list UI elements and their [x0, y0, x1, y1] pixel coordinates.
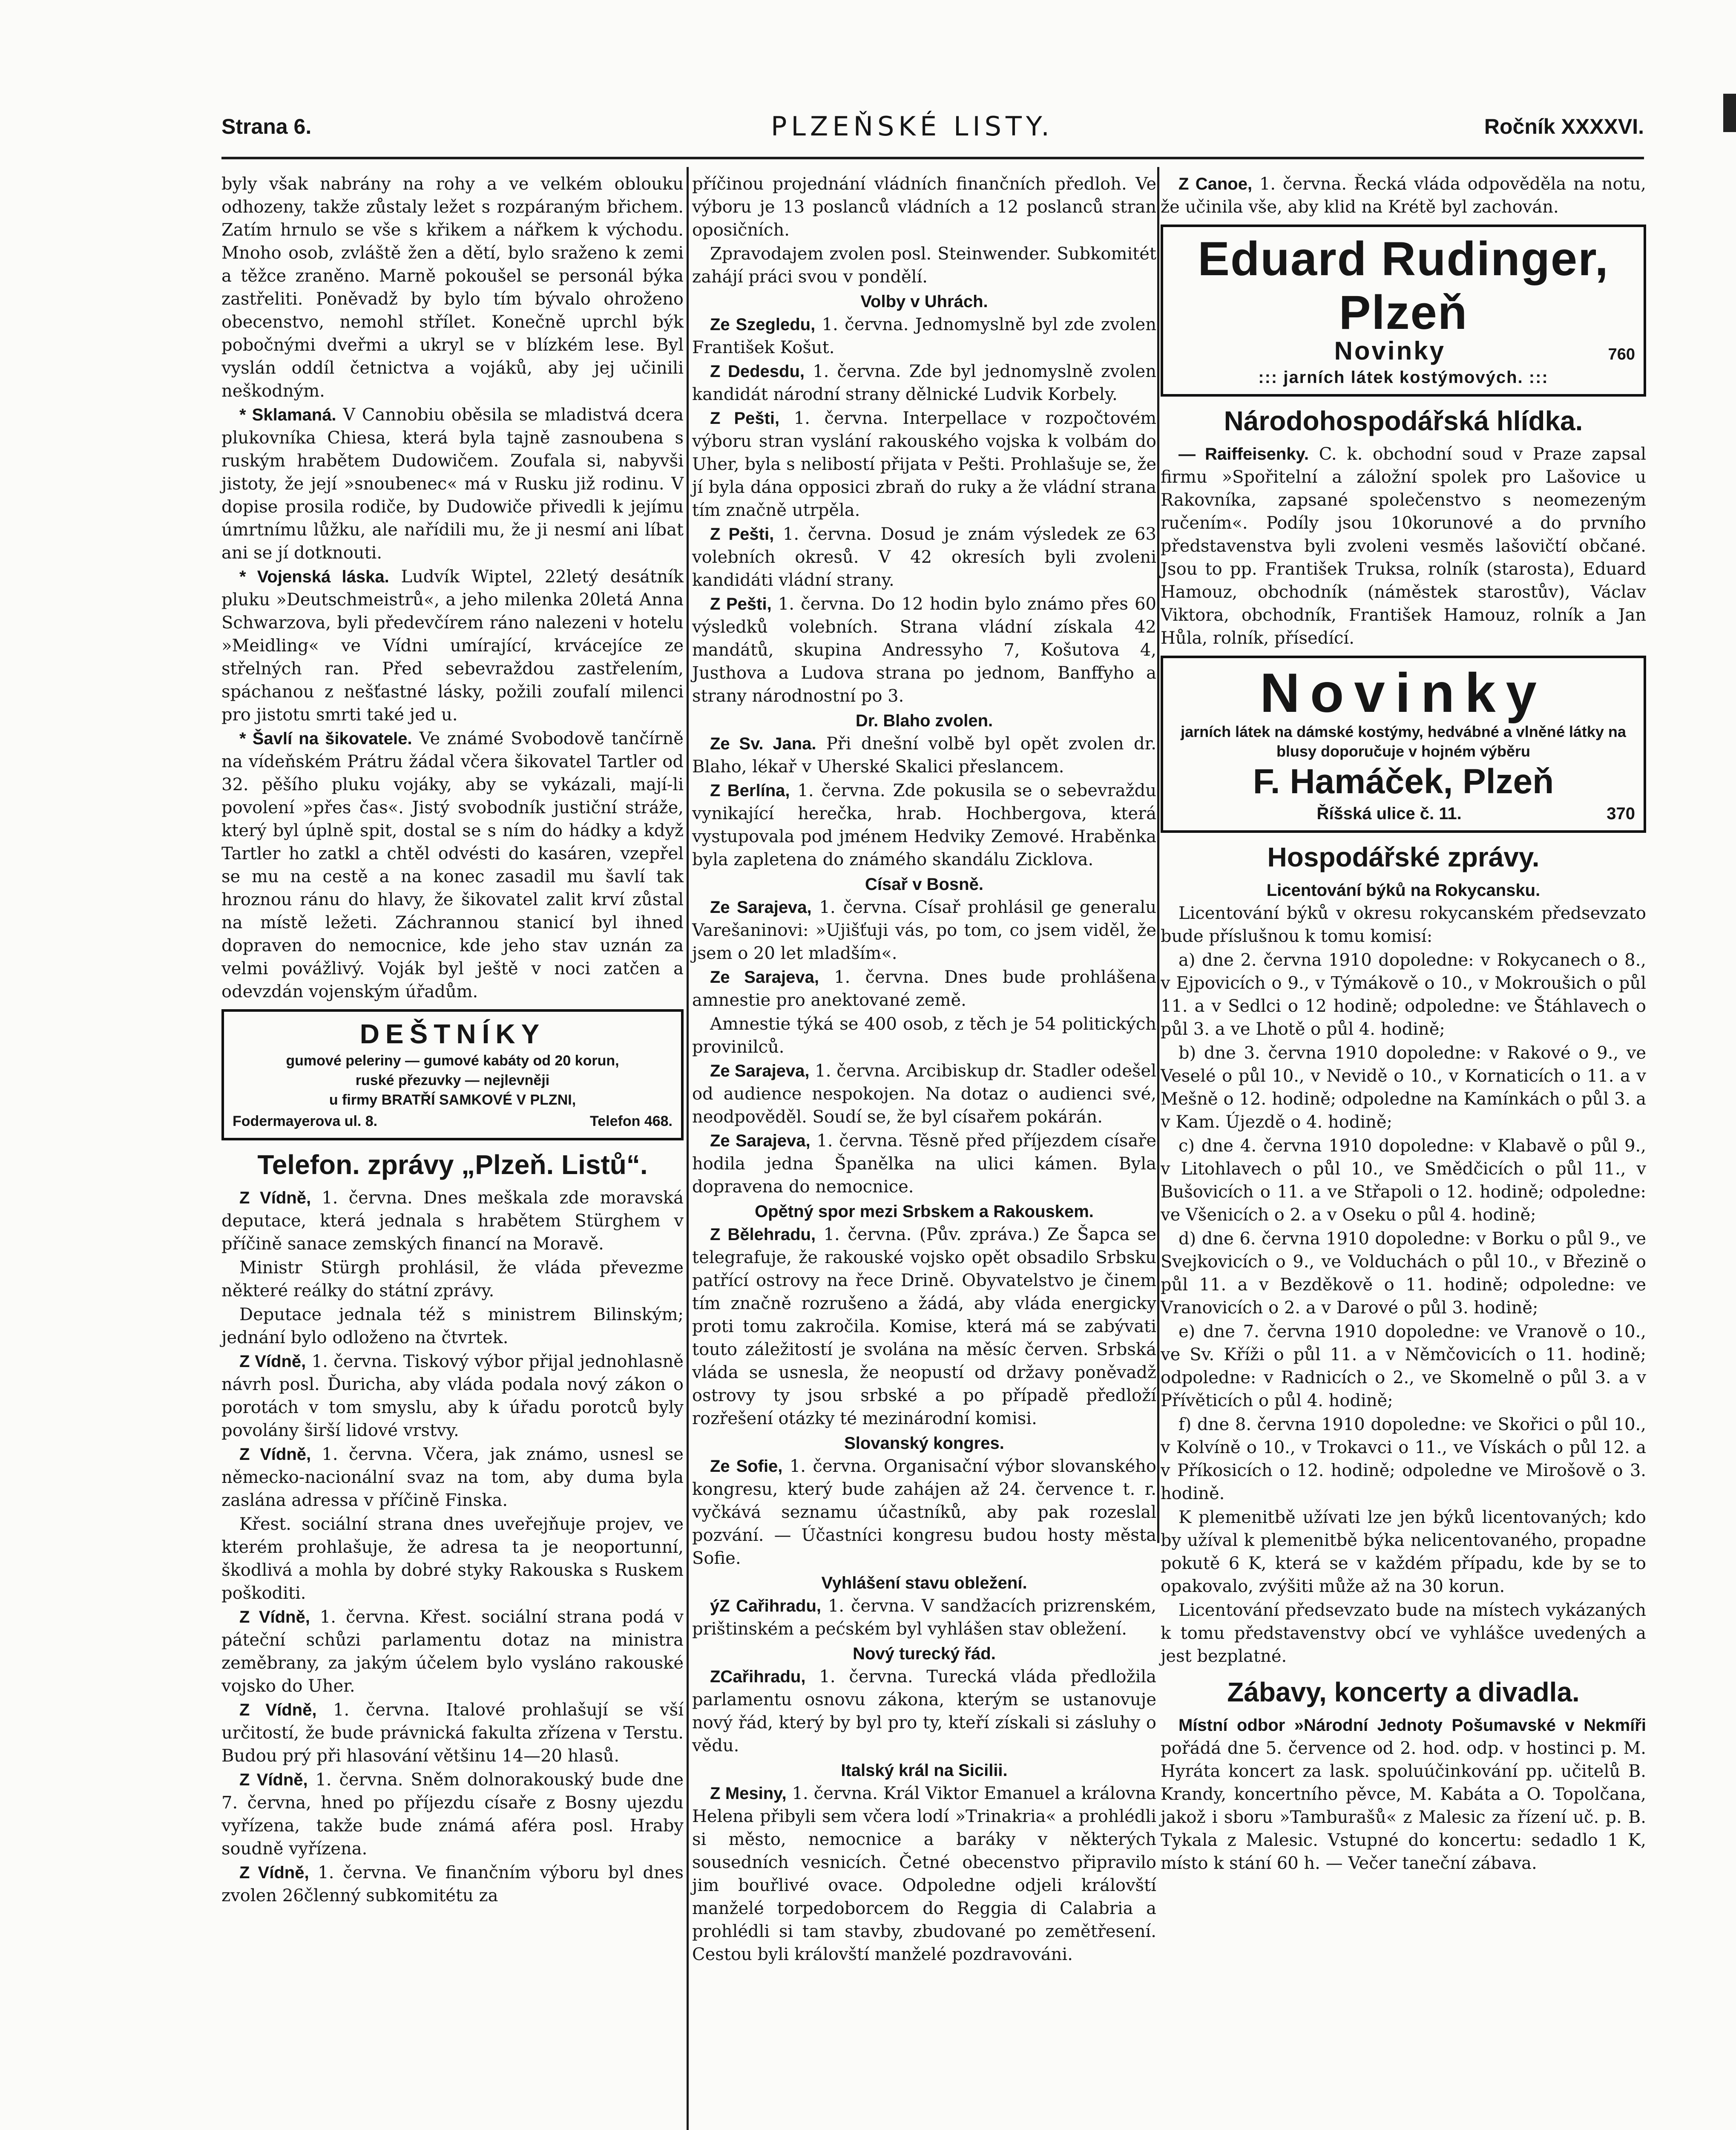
ad-line: gumové peleriny — gumové kabáty od 20 korun,	[286, 1053, 619, 1069]
list-item: a) dne 2. června 1910 dopoledne: v Rokycanech o 8., v Ejpovicích o 9., v Týmákově o 10., v Mokroušich o půl 11. a v Sedlci o 12 hodině; odpoledne: ve Štáhlavech o půl 3. a ve Lhotě o půl 4. hodině;	[1161, 950, 1646, 1039]
article-vojenska-laska: * Vojenská láska. Ludvík Wiptel, 22letý desátník pluku »Deutschmeistrů«, a jeho milenka 20letá Anna Schwarzova, byli předevčírem ráno nalezeni v hotelu »Meidling« ve Vídni umírající, krvácejíce ze střelných ran. Před sebevraždou zastřelením, spáchanou z nešťastné lásky, požili zoufalí milenci pro jistotu smrti také jed u.	[221, 567, 684, 725]
ad-address: Říšská ulice č. 11.	[1316, 804, 1462, 823]
section-heading-narodohospodarska: Národohospodářská hlídka.	[1224, 406, 1583, 436]
subheading: Vyhlášení stavu obležení.	[821, 1574, 1027, 1592]
news-item: Z Vídně, 1. června. Křest. sociální strana podá v páteční schůzi parlamentu dotaz na ministra zeměbrany, za jakým účelem bylo vysláno rakouské vojsko do Uher.	[221, 1607, 684, 1696]
ad-firm: F. Hamáček, Plzeň	[1253, 762, 1554, 801]
section-heading-telefon: Telefon. zprávy „Plzeň. Listů“.	[257, 1149, 648, 1180]
section-heading-hospodarske: Hospodářské zprávy.	[1267, 842, 1540, 872]
scan-edge-mark	[1723, 94, 1736, 132]
news-item: Z Vídně, 1. června. Včera, jak známo, usnesl se německo-nacionální svaz na tom, aby duma byla zaslána adressa v příčině Finska.	[221, 1445, 684, 1510]
news-item: Ze Szegledu, 1. června. Jednomyslně byl zde zvolen František Košut.	[692, 315, 1156, 357]
subheading: Císař v Bosně.	[865, 875, 983, 894]
subheading: Slovanský kongres.	[844, 1434, 1004, 1453]
news-item: Křest. sociální strana dnes uveřejňuje projev, ve kterém prohlašuje, že adresa ta je neoportunní, škodlivá a mohla by dobré styky Rakouska s Ruskem poškoditi.	[221, 1514, 684, 1603]
column-2	[692, 173, 1156, 1967]
news-item: Z Vídně, 1. června. Italové prohlašují se vší určitostí, že bude právnická fakulta zřízena v Terstu. Budou prý při hlasování většinu 14—20 hlasů.	[221, 1700, 684, 1766]
list-item: d) dne 6. června 1910 dopoledne: v Borku o půl 9., ve Svejkovicích o 9., ve Volduchách o půl 10., v Březině o půl 11. a v Bezděkově o 11. hodině; odpoledne: ve Vranovicích o 2. a v Darové o půl 3. hodině;	[1161, 1229, 1646, 1318]
news-item: Deputace jednala též s ministrem Bilinským; jednání bylo odloženo na čtvrtek.	[221, 1305, 684, 1347]
news-item: Z Vídně, 1. června. Ve finančním výboru byl dnes zvolen 26členný subkomitétu za	[221, 1863, 684, 1905]
header-rule	[221, 157, 1644, 159]
column-3	[1161, 173, 1646, 1876]
ad-title: Novinky	[1260, 662, 1547, 724]
article-text: byly však nabrány na rohy a ve velkém oblouku odhozeny, takže zůstaly ležet s rozpáraným břichem. Zatím hrnulo se vše s křikem a nářkem k východu. Mnoho osob, zvláště žen a dětí, bylo sraženo k zemi a těžce zraněno. Marně pokoušel se personál býka zastřeliti. Poněvadž by bylo tím bývalo ohroženo obecenstvo, nemohl střílet. Konečně uprchl býk pobočnými dveřmi a ukryl se v blízkém lese. Byl vyslán oddíl četnictva a vojáků, aby jej učinili neškodným.	[221, 174, 684, 401]
news-item: Ze Sarajeva, 1. června. Arcibiskup dr. Stadler odešel od audience nespokojen. Na dotaz o audienci své, neodpověděl. Soudí se, že byl císařem pokárán.	[692, 1061, 1157, 1127]
list-item: e) dne 7. června 1910 dopoledne: ve Vranově o 10., ve Sv. Kříži o půl 11. a v Němčovicích o 11. hodině; odpoledne: v Radnicích o 2., ve Skomelně o půl 3. a v Přívěticích o půl 4. hodině;	[1161, 1322, 1646, 1410]
news-item: Z Pešti, 1. června. Do 12 hodin bylo známo přes 60 výsledků volebních. Strana vládní získala 42 mandátů, skupina Andressyho 7, Košutova 4, Justhova a Ludova strana po jednom, Banffyho a strany národnostní po 3.	[692, 594, 1156, 706]
volume-number: Ročník XXXXVI.	[1484, 115, 1644, 138]
news-item: — Raiffeisenky. C. k. obchodní soud v Praze zapsal firmu »Spořitelní a záložní spolek pro Lašovice u Rakovníka, zapsané společenstvo s neomezeným ručením«. Podíly jsou 10korunové a do prvního představenstva byli zvoleni vesměs lašovičtí občané. Jsou to pp. František Truksa, rolník (starosta), Eduard Hamouz, obchodník (náměstek starostův), Václav Viktora, obchodník, František Hamouz, rolník a Jan Hůla, rolník, přísedící.	[1161, 444, 1647, 648]
subheading: Opětný spor mezi Srbskem a Rakouskem.	[755, 1202, 1094, 1221]
section-heading-zabavy: Zábavy, koncerty a divadla.	[1227, 1677, 1580, 1707]
list-item: f) dne 8. června 1910 dopoledne: ve Skořici o půl 10., v Kolvíně o 10., v Trokavci o 11., ve Vískách o půl 12. a v Příkosicích o 12. hodině; odpoledne ve Mirošově o 3. hodině.	[1161, 1415, 1646, 1503]
column-divider-2	[1157, 167, 1159, 1543]
news-item: K plemenitbě užívati lze jen býků licentovaných; kdo by užíval k plemenitbě býka nelicentovaného, propadne pokutě 6 K, která se v každém případu, kde by se to opakovalo, zvýšiti může až na 30 korun.	[1161, 1508, 1646, 1596]
news-item: Z Vídně, 1. června. Dnes meškala zde moravská deputace, která jednala s hrabětem Stürghem v příčině sanace zemských financí na Moravě.	[221, 1188, 684, 1254]
ad-number: 370	[1607, 804, 1635, 823]
news-item: Místní odbor »Národní Jednoty Pošumavské v Nekmíři pořádá dne 5. července od 2. hod. odp. v hostinci p. M. Hyráta koncert za lask. spoluúčinkování pp. učitelů B. Krandy, koncertního pěvce, M. Kabáta a O. Topolčana, jakož i sboru »Tamburašů« z Malesic za řízení uč. p. B. Tykala z Malesic. Vstupné do koncertu: sedadlo 1 K, místo k stání 60 h. — Večer taneční zábava.	[1161, 1716, 1646, 1873]
news-item: Z Pešti, 1. června. Dosud je znám výsledek ze 63 volebních okresů. V 42 okresích byli zvoleni kandidáti vládní strany.	[692, 524, 1156, 590]
advertisement-hamacek	[1161, 656, 1646, 833]
ad-line: u firmy BRATŘÍ SAMKOVÉ V PLZNI,	[329, 1092, 576, 1108]
advertisement-destniky	[221, 1009, 684, 1140]
article-sklamana: * Sklamaná. V Cannobiu oběsila se mladistvá dcera plukovníka Chiesa, která byla tajně zasnoubena s ruským hrabětem Dudowičem. Zoufala si, nabyvši jistoty, že její »snoubenec« má v Rusku již rodinu. V dopise prosila rodiče, by Dudowiče přivedli k jejímu úmrtnímu lůžku, ale nařídili mu, že ji nesmí ani líbat ani se jí dotknouti.	[221, 405, 684, 563]
news-item: Licentování předsevzato bude na místech vykázaných k tomu představenstvy obcí ve vyhlášce uvedených a jest bezplatné.	[1161, 1600, 1646, 1666]
article-savli-na-sikovatele: * Šavlí na šikovatele. Ve známé Svobodově tančírně na vídeňském Prátru žádal včera šikovatel Tartler od 32. pěšího pluku vojáky, aby se vykázali, mají-li povolení »přes čas«. Jistý svobodník justiční stráže, který byl úplně spit, dostal se s ním do hádky a když Tartler ho zatkl a chtěl odvésti do kasáren, vzepřel se mu na cestě a na konec zasadil mu šavlí tak hroznou ránu do hlavy, že šikovatel zalit krví zůstal na místě ležeti. Záchrannou stanicí byl ihned dopraven do nemocnice, kde jeho stav uznán za velmi povážlivý. Voják byl ještě v noci zatčen a odevzdán vojenským úřadům.	[221, 729, 684, 1002]
advertisement-rudinger	[1161, 225, 1646, 397]
page-header	[221, 111, 1644, 157]
subheading: Italský král na Sicilii.	[841, 1761, 1008, 1780]
list-item: c) dne 4. června 1910 dopoledne: v Klabavě o půl 9., v Litohlavech o půl 10., ve Smědčicích o půl 11., v Bušovicích o 11. a ve Střapoli o 12. hodině; odpoledne: ve Všenicích o 2. a v Oseku o půl 4. hodině;	[1161, 1136, 1646, 1225]
ad-line: ruské přezuvky — nejlevněji	[355, 1072, 550, 1088]
subheading: Licentování býků na Rokycansku.	[1266, 881, 1541, 900]
ad-line: ::: jarních látek kostýmových. :::	[1258, 368, 1549, 387]
ad-title: DEŠTNÍKY	[359, 1019, 546, 1049]
newspaper-title: PLZEŇSKÉ LISTY.	[771, 111, 1054, 142]
news-item: Z Vídně, 1. června. Tiskový výbor přijal jednohlasně návrh posl. Ďuricha, aby vláda podala nový zákon o porotách v tom smyslu, aby k úřadu porotců byly povolány širší lidové vrstvy.	[221, 1352, 684, 1440]
news-item: Licentování býků v okresu rokycanském předsevzato bude příslušnou k tomu komisí:	[1161, 904, 1646, 946]
news-item: Z Dedesdu, 1. června. Zde byl jednomyslně zvolen kandidát národní strany dělnické Ludvik Korbely.	[692, 362, 1156, 404]
news-item: ýZ Cařihradu, 1. června. V sandžacích prizrenském, prištinském a pećském byl vyhlášen stav obležení.	[692, 1596, 1156, 1639]
page-number: Strana 6.	[221, 115, 312, 138]
news-item: Ze Sarajeva, 1. června. Císař prohlásil ge generalu Varešaninovi: »Ujišťuji vás, po tom, co jsem viděl, že jsem o 20 let mladším«.	[692, 898, 1156, 963]
news-item: Ze Sarajeva, 1. června. Dnes bude prohlášena amnestie pro anektované země.	[692, 967, 1156, 1010]
subheading: Nový turecký řád.	[853, 1644, 996, 1663]
column-1	[221, 173, 684, 1908]
news-item: Z Vídně, 1. června. Sněm dolnorakouský bude dne 7. června, hned po příjezdu císaře z Bosny ujezdu vyřízena, takže bude známá aféra posl. Hraby soudně vyřízena.	[221, 1770, 684, 1859]
news-item: Ze Sv. Jana. Při dnešní volbě byl opět zvolen dr. Blaho, lékař v Uherské Skalici přeslancem.	[692, 734, 1156, 777]
column-divider-1	[687, 167, 689, 2130]
news-item: Z Bělehradu, 1. června. (Pův. zpráva.) Ze Šapca se telegrafuje, že rakouské vojsko opět obsadilo Srbsku patřící ostrovy na řece Drině. Obyvatelstvo je činem tím značně rozrušeno a žádá, aby vláda energicky proti tomu zakročila. Komise, která má se zabývati touto záležitostí je svolána na měsíc červen. Srbská vláda se usnesla, že neopustí od državy poněvadž ostrovy ty jsou srbské a po případě předloží rozřešení otázky té mezinárodní komisi.	[692, 1225, 1156, 1428]
news-item: Z Canoe, 1. června. Řecká vláda odpověděla na notu, že učinila vše, aby klid na Krétě byl zachován.	[1161, 174, 1647, 217]
news-item: Zpravodajem zvolen posl. Steinwender. Subkomitét zahájí práci svou v pondělí.	[692, 244, 1156, 287]
news-item: příčinou projednání vládních finančních předloh. Ve výboru je 13 poslanců vládních a 12 poslanců stran oposičních.	[692, 174, 1156, 240]
list-item: b) dne 3. června 1910 dopoledne: v Rakové o 9., ve Veselé o půl 10., v Nevidě o 10., v Kornaticích o 11. a v Mešně o 12. hodině; odpoledne na Kamínkách o půl 3. a v Kam. Újezdě o 4. hodině;	[1161, 1043, 1646, 1132]
news-item: Z Pešti, 1. června. Interpellace v rozpočtovém výboru stran vyslání rakouského vojska k volbám do Uher, byla s nelibostí přijata v Pešti. Prohlašuje se, že jí byla dána opposici zbraň do ruky a že vládní strana tím značně utrpěla.	[692, 409, 1156, 520]
subheading: Volby v Uhrách.	[860, 292, 988, 311]
news-item: Amnestie týká se 400 osob, z těch je 54 politických provinilců.	[692, 1014, 1156, 1057]
news-item: ZCařihradu, 1. června. Turecká vláda předložila parlamentu osnovu zákona, kterým se ustanovuje nový řád, který by byl pro ty, kteří získali si zásluhy o vědu.	[692, 1667, 1156, 1756]
ad-title: Eduard Rudinger, Plzeň	[1198, 232, 1609, 339]
news-item: Ze Sarajeva, 1. června. Těsně před příjezdem císaře hodila jedna Španělka na ulici kámen. Byla dopravena do nemocnice.	[692, 1131, 1156, 1197]
news-item: Ze Sofie, 1. června. Organisační výbor slovanského kongresu, který bude zahájen až 24. července t. r. vyčkává seznamu účastníků, aby pak rozeslal pozvání. — Účastníci kongresu budou hosty města Sofie.	[692, 1456, 1156, 1568]
news-item: Z Berlína, 1. června. Zde pokusila se o sebevraždu vynikající herečka, hrab. Hochbergova, která vystupovala pod jménem Hedviky Zemové. Hraběnka byla zapletena do známého skandálu Zicklova.	[692, 781, 1156, 869]
subheading: Dr. Blaho zvolen.	[855, 711, 993, 730]
ad-subtitle: Novinky	[1334, 337, 1446, 365]
ad-address: Fodermayerova ul. 8.	[233, 1113, 378, 1129]
news-item: Ministr Stürgh prohlásil, že vláda převezme některé reálky do státní zprávy.	[221, 1258, 684, 1301]
news-item: Z Mesiny, 1. června. Král Viktor Emanuel a královna Helena přibyli sem včera lodí »Trinakria« a prohlédli si město, nemocnice a baráky v některých sousedních vesnicích. Četné obecenstvo připravilo jim bouřlivé ovace. Odpoledne odjeli královští manželé torpedoborcem do Reggia di Calabria a prohlédli si tam stavby, zbudované po zemětřesení. Cestou byli královští manželé pozdravováni.	[692, 1784, 1157, 1964]
ad-line: jarních látek na dámské kostýmy, hedvábné a vlněné látky na blusy doporučuje v hojném výběru	[1181, 723, 1626, 760]
ad-number: 760	[1608, 345, 1635, 363]
ad-phone: Telefon 468.	[590, 1113, 673, 1129]
